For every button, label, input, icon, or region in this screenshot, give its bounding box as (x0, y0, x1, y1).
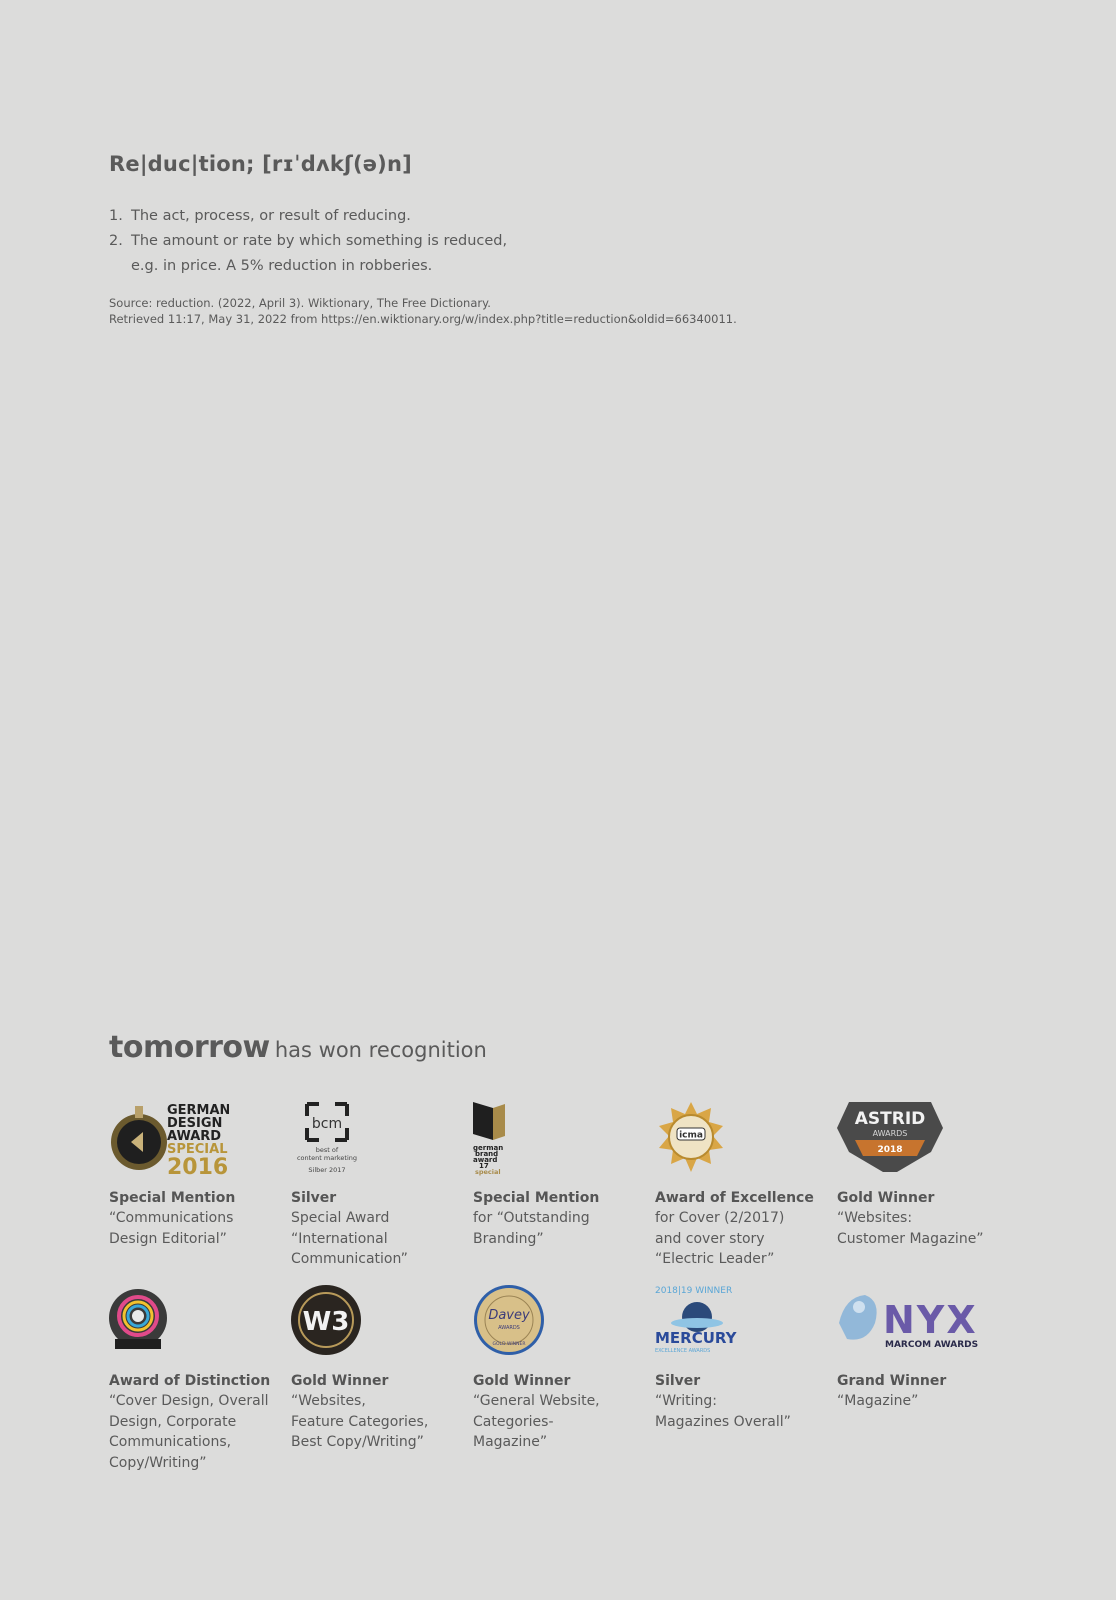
award-german-design (109, 1100, 285, 1249)
logo-text: EXCELLENCE AWARDS (655, 1348, 711, 1354)
logo-text: AWARDS (498, 1325, 520, 1331)
award-description: “Writing: Magazines Overall” (655, 1393, 791, 1430)
award-description: for “Outstanding Branding” (473, 1210, 590, 1247)
award-davey (473, 1283, 649, 1453)
award-title: Gold Winner (291, 1373, 389, 1389)
definition-text: The amount or rate by which something is reduced, (131, 233, 508, 249)
german-brand-award-logo (473, 1100, 649, 1176)
logo-text: GERMAN (167, 1103, 229, 1118)
definition-number: 1. (109, 208, 123, 224)
icma-award-logo (655, 1100, 831, 1176)
award-description: “General Website, Categories- Magazine” (473, 1393, 600, 1450)
astrid-award-logo (837, 1100, 1013, 1176)
logo-text: 2018 (877, 1145, 903, 1155)
logo-text: Davey (488, 1308, 530, 1323)
logo-text: W3 (302, 1307, 350, 1337)
logo-text: 17 (479, 1162, 489, 1170)
logo-text: MERCURY (655, 1329, 737, 1347)
definition-text: The act, process, or result of reducing. (131, 208, 411, 224)
definition-list (109, 204, 507, 279)
davey-award-logo (473, 1283, 649, 1359)
logo-text: MARCOM AWARDS (885, 1340, 979, 1350)
award-title: Silver (655, 1373, 701, 1389)
award-mercury (655, 1283, 831, 1432)
award-title: Gold Winner (473, 1373, 571, 1389)
logo-text: Silber 2017 (308, 1166, 346, 1174)
nyx-award-logo (833, 1283, 1009, 1359)
award-description: for Cover (2/2017) and cover story “Electric Leader” (655, 1210, 785, 1267)
logo-text: content marketing (296, 1154, 358, 1162)
award-title: Grand Winner (837, 1373, 947, 1389)
award-description: “Websites: Customer Magazine” (837, 1210, 984, 1247)
logo-text: 2016 (167, 1155, 229, 1176)
logo-text: brand (475, 1150, 499, 1158)
recognition-heading (109, 1030, 487, 1065)
award-description: Special Award “International Communication” (291, 1210, 408, 1267)
logo-text: SPECIAL (167, 1142, 228, 1157)
logo-text: icma (679, 1130, 703, 1141)
communicator-award-logo (109, 1283, 285, 1359)
brand-name: tomorrow (109, 1030, 270, 1065)
award-german-brand (473, 1100, 649, 1249)
award-description: “Communications Design Editorial” (109, 1210, 234, 1247)
award-title: Award of Excellence (655, 1190, 814, 1206)
mercury-award-logo (655, 1283, 831, 1359)
award-title: Award of Distinction (109, 1373, 271, 1389)
award-bcm (291, 1100, 467, 1270)
award-title: Special Mention (109, 1190, 236, 1206)
logo-text: GOLD WINNER (492, 1342, 526, 1347)
w3-award-logo (291, 1283, 467, 1359)
award-description: “Websites, Feature Categories, Best Copy/Writing” (291, 1393, 429, 1450)
definition-item (109, 204, 507, 229)
award-icma (655, 1100, 831, 1270)
logo-text: DESIGN (167, 1116, 223, 1131)
logo-text: bcm (311, 1116, 343, 1132)
definition-number: 2. (109, 233, 123, 249)
definition-text-continued: e.g. in price. A 5% reduction in robberies. (131, 258, 433, 274)
logo-text: AWARDS (872, 1129, 908, 1138)
award-description: “Cover Design, Overall Design, Corporate Communications, Copy/Writing” (109, 1393, 269, 1471)
logo-text: german (473, 1144, 504, 1152)
bcm-award-logo (291, 1100, 467, 1176)
award-title: Silver (291, 1190, 337, 1206)
definition-title: Re|duc|tion; [rɪˈdʌkʃ(ə)n] (109, 152, 412, 176)
award-astrid (837, 1100, 1013, 1249)
definition-source (109, 295, 737, 327)
heading-text: has won recognition (274, 1038, 487, 1062)
logo-text: 2018|19 WINNER (655, 1286, 733, 1296)
source-line: Retrieved 11:17, May 31, 2022 from https://en.wiktionary.org/w/index.php?title=reduction&oldid=66340011. (109, 312, 737, 326)
german-design-award-logo (109, 1100, 285, 1176)
award-communicator (109, 1283, 285, 1473)
logo-text: special (475, 1168, 501, 1176)
award-title: Gold Winner (837, 1190, 935, 1206)
award-nyx (833, 1283, 1009, 1412)
source-line: Source: reduction. (2022, April 3). Wiktionary, The Free Dictionary. (109, 296, 491, 310)
logo-text: award (473, 1156, 498, 1164)
logo-text: ASTRID (854, 1109, 926, 1129)
logo-text: best of (315, 1146, 339, 1154)
award-title: Special Mention (473, 1190, 600, 1206)
logo-text: AWARD (167, 1129, 222, 1144)
logo-text: NYX (883, 1298, 978, 1342)
award-description: “Magazine” (837, 1393, 919, 1409)
award-w3 (291, 1283, 467, 1453)
definition-item (109, 229, 507, 254)
